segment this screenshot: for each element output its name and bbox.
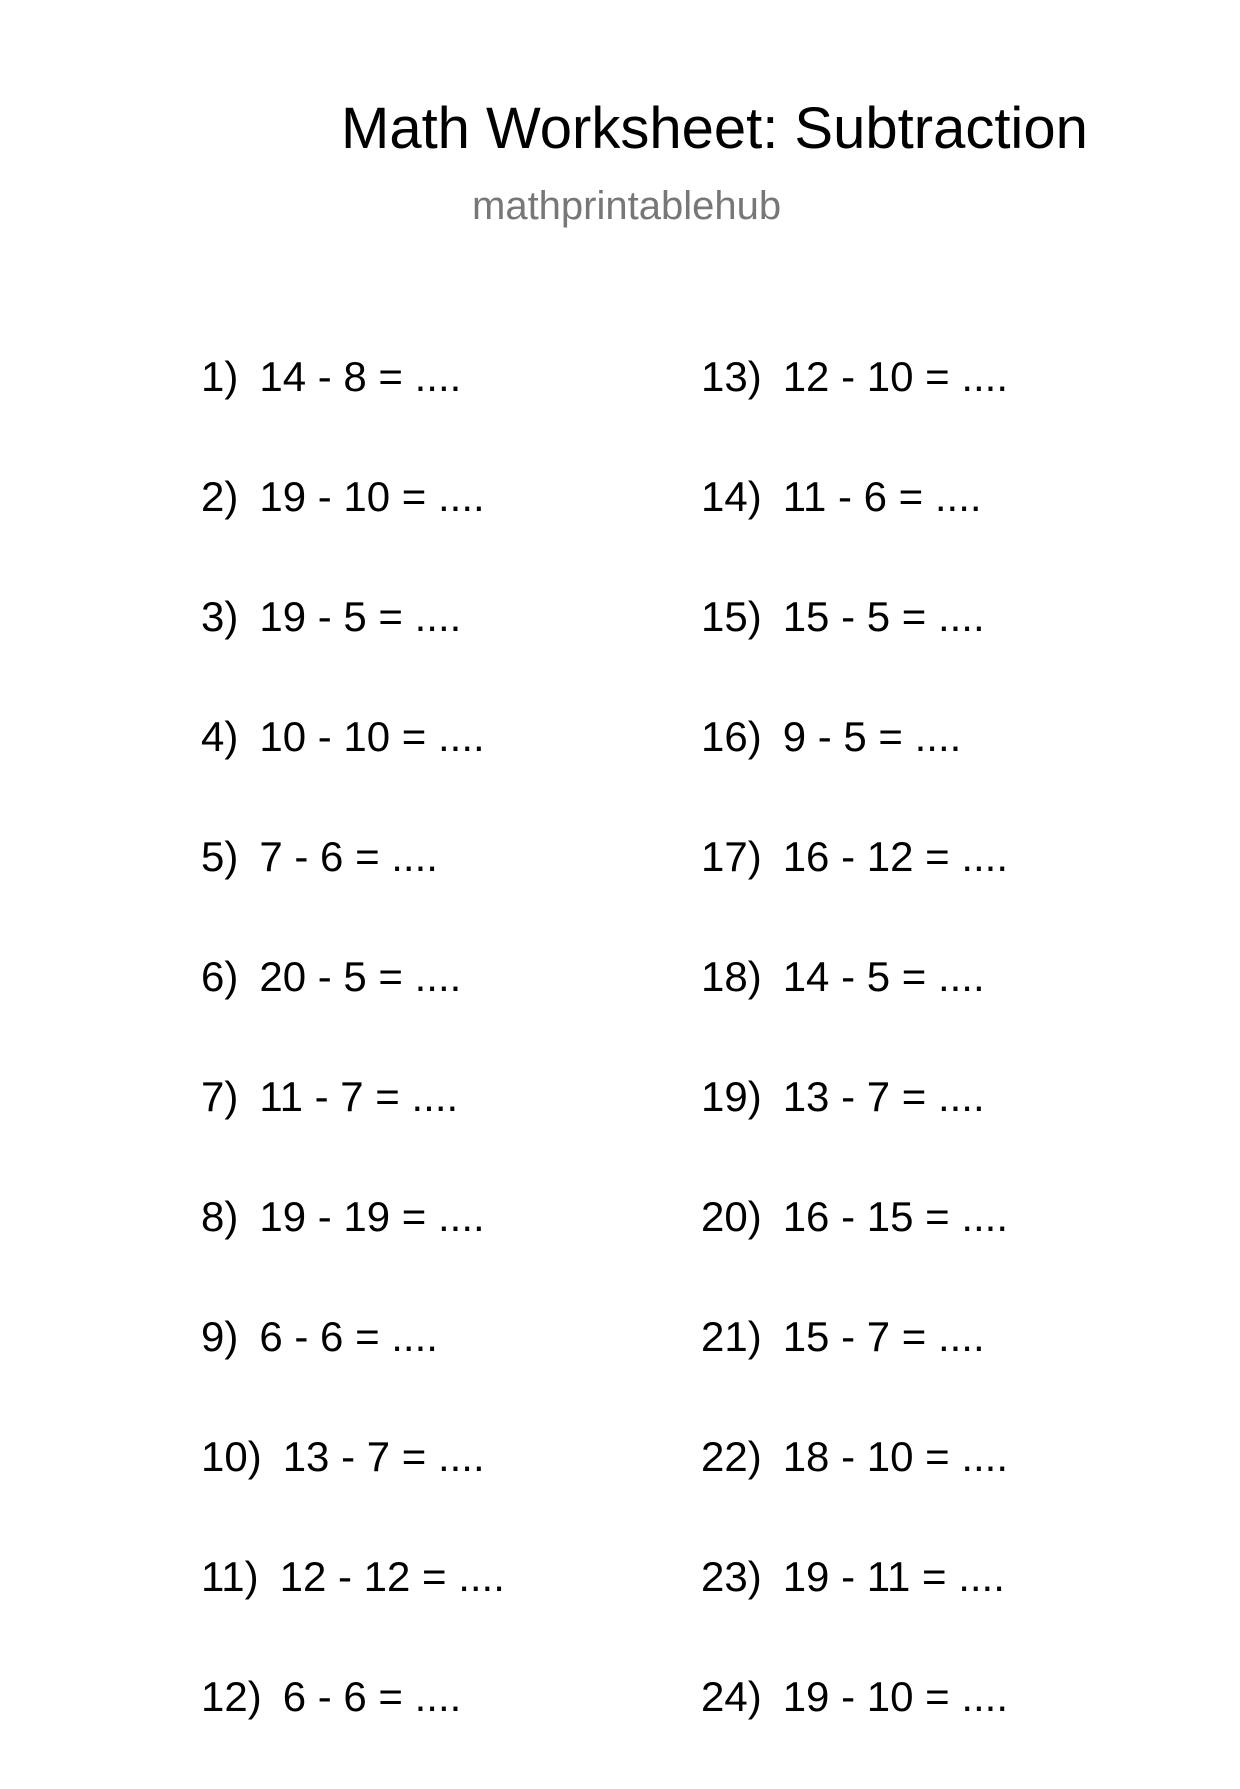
problem-expression: 12 - 12 = .... bbox=[279, 1553, 505, 1600]
problem-8 bbox=[201, 1189, 505, 1309]
problem-number: 4) bbox=[201, 713, 239, 760]
problem-number: 13) bbox=[701, 353, 762, 400]
problem-14 bbox=[701, 469, 1008, 589]
problem-2 bbox=[201, 469, 505, 589]
worksheet-source: mathprintablehub bbox=[472, 184, 782, 228]
problem-number: 16) bbox=[701, 713, 762, 760]
problem-number: 14) bbox=[701, 473, 762, 520]
problem-expression: 10 - 10 = .... bbox=[259, 713, 485, 760]
problem-expression: 6 - 6 = .... bbox=[282, 1673, 462, 1720]
problem-number: 19) bbox=[701, 1073, 762, 1120]
problem-number: 15) bbox=[701, 593, 762, 640]
problem-expression: 11 - 7 = .... bbox=[259, 1073, 459, 1120]
problem-number: 18) bbox=[701, 953, 762, 1000]
problem-expression: 7 - 6 = .... bbox=[259, 833, 438, 880]
problem-number: 6) bbox=[201, 953, 239, 1000]
problem-expression: 11 - 6 = .... bbox=[782, 473, 982, 520]
problem-number: 20) bbox=[701, 1193, 762, 1240]
problem-number: 7) bbox=[201, 1073, 239, 1120]
problem-number: 21) bbox=[701, 1313, 762, 1360]
problem-22 bbox=[701, 1429, 1008, 1549]
problem-number: 8) bbox=[201, 1193, 239, 1240]
problem-expression: 19 - 19 = .... bbox=[259, 1193, 485, 1240]
problem-number: 11) bbox=[201, 1553, 259, 1600]
problem-expression: 19 - 11 = .... bbox=[782, 1553, 1005, 1600]
problem-number: 9) bbox=[201, 1313, 239, 1360]
worksheet-title: Math Worksheet: Subtraction bbox=[341, 96, 1088, 161]
problem-number: 17) bbox=[701, 833, 762, 880]
problem-16 bbox=[701, 709, 1008, 829]
problem-expression: 19 - 10 = .... bbox=[259, 473, 485, 520]
problem-expression: 19 - 5 = .... bbox=[259, 593, 462, 640]
problem-24 bbox=[701, 1669, 1008, 1789]
problem-expression: 16 - 12 = .... bbox=[782, 833, 1009, 880]
problem-4 bbox=[201, 709, 505, 829]
problem-15 bbox=[701, 589, 1008, 709]
problem-7 bbox=[201, 1069, 505, 1189]
problem-column-right bbox=[701, 349, 1008, 1789]
problem-number: 10) bbox=[201, 1433, 262, 1480]
problem-expression: 16 - 15 = .... bbox=[782, 1193, 1009, 1240]
problem-number: 24) bbox=[701, 1673, 762, 1720]
problem-17 bbox=[701, 829, 1008, 949]
problem-10 bbox=[201, 1429, 505, 1549]
problem-9 bbox=[201, 1309, 505, 1429]
problem-expression: 19 - 10 = .... bbox=[782, 1673, 1009, 1720]
problem-number: 22) bbox=[701, 1433, 762, 1480]
problem-number: 2) bbox=[201, 473, 239, 520]
problem-expression: 14 - 5 = .... bbox=[782, 953, 985, 1000]
problem-23 bbox=[701, 1549, 1008, 1669]
problem-expression: 20 - 5 = .... bbox=[259, 953, 462, 1000]
problem-18 bbox=[701, 949, 1008, 1069]
problem-12 bbox=[201, 1669, 505, 1789]
problem-19 bbox=[701, 1069, 1008, 1189]
problem-5 bbox=[201, 829, 505, 949]
problem-expression: 9 - 5 = .... bbox=[782, 713, 962, 760]
problem-number: 5) bbox=[201, 833, 239, 880]
problem-expression: 12 - 10 = .... bbox=[782, 353, 1009, 400]
problem-20 bbox=[701, 1189, 1008, 1309]
problem-expression: 15 - 7 = .... bbox=[782, 1313, 985, 1360]
problem-column-left bbox=[201, 349, 505, 1789]
problem-13 bbox=[701, 349, 1008, 469]
problem-expression: 6 - 6 = .... bbox=[259, 1313, 438, 1360]
problem-number: 3) bbox=[201, 593, 239, 640]
problem-21 bbox=[701, 1309, 1008, 1429]
problem-6 bbox=[201, 949, 505, 1069]
problem-11 bbox=[201, 1549, 505, 1669]
problem-expression: 18 - 10 = .... bbox=[782, 1433, 1009, 1480]
problem-expression: 13 - 7 = .... bbox=[782, 1073, 985, 1120]
problem-number: 12) bbox=[201, 1673, 262, 1720]
problem-expression: 13 - 7 = .... bbox=[282, 1433, 485, 1480]
problem-1 bbox=[201, 349, 505, 469]
problem-number: 1) bbox=[201, 353, 239, 400]
problem-number: 23) bbox=[701, 1553, 762, 1600]
problem-expression: 14 - 8 = .... bbox=[259, 353, 462, 400]
problem-expression: 15 - 5 = .... bbox=[782, 593, 985, 640]
problem-3 bbox=[201, 589, 505, 709]
